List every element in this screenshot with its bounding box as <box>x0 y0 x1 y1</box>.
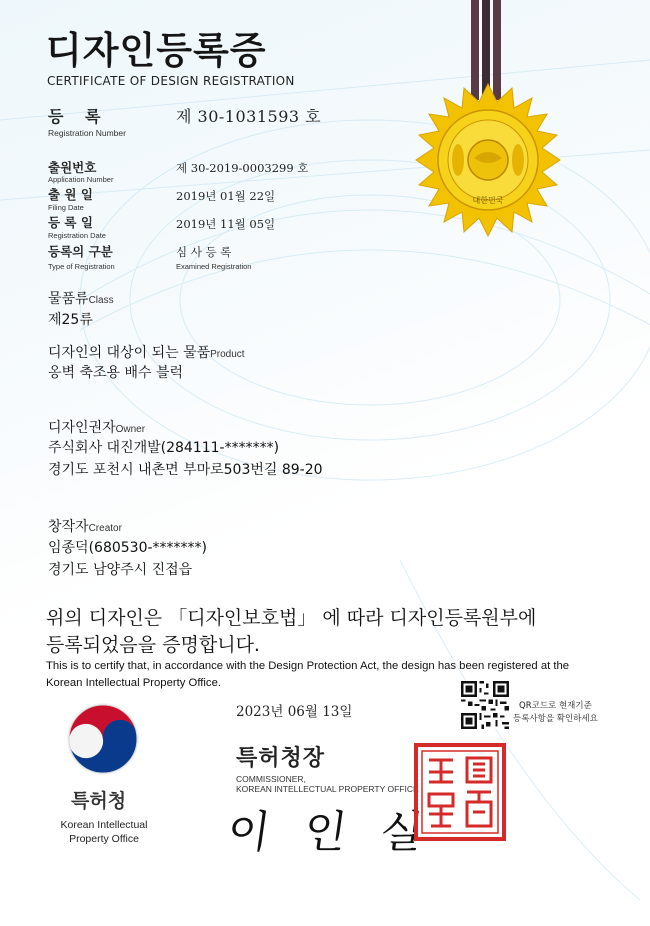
registration-number-value: 제 30-1031593 호 <box>176 107 322 126</box>
product-label: 디자인의 대상이 되는 물품 <box>48 345 211 361</box>
commissioner-en-line2: KOREAN INTELLECTUAL PROPERTY OFFICE <box>236 784 419 794</box>
commissioner-title: 특허청장 <box>236 746 326 771</box>
qr-note-line2: 등록사항을 확인하세요 <box>513 714 598 724</box>
product-label-en: Product <box>210 349 245 360</box>
qr-note <box>513 700 598 726</box>
official-red-seal <box>413 742 507 842</box>
registration-type-label: 등록의 구분 <box>48 244 113 259</box>
product-section-label <box>48 342 245 362</box>
issue-date: 2023년 06월 13일 <box>236 704 353 720</box>
class-label-en: Class <box>88 295 114 306</box>
certificate-subtitle: CERTIFICATE OF DESIGN REGISTRATION <box>47 74 295 88</box>
registration-date-sublabel: Registration Date <box>48 231 106 240</box>
creator-address: 경기도 남양주시 진접읍 <box>48 562 193 578</box>
creator-name: 임종덕(680530-*******) <box>48 540 207 556</box>
creator-label: 창작자 <box>48 519 89 535</box>
qr-code[interactable] <box>461 681 509 729</box>
office-logo-name: 특허청 <box>71 790 127 812</box>
commissioner-signature: 이 인 실 <box>223 807 437 858</box>
class-label: 물품류 <box>48 291 89 307</box>
product-value: 옹벽 축조용 배수 블럭 <box>48 365 184 381</box>
registration-type-sublabel: Type of Registration <box>48 262 115 271</box>
creator-label-en: Creator <box>88 523 122 534</box>
commissioner-en-line1: COMMISSIONER, <box>236 774 306 784</box>
creator-section-label <box>48 516 122 536</box>
filing-date-value: 2019년 01월 22일 <box>176 189 276 203</box>
application-number-value: 제 30-2019-0003299 호 <box>176 161 309 175</box>
office-logo-en-line1: Korean Intellectual <box>60 819 148 831</box>
application-number-sublabel: Application Number <box>48 175 114 184</box>
registration-type-value-sub: Examined Registration <box>176 262 252 271</box>
registration-number-label: 등 록 <box>48 107 109 126</box>
gold-seal-text: 대한민국 <box>472 196 504 205</box>
registration-date-label: 등 록 일 <box>48 215 93 230</box>
owner-address: 경기도 포천시 내촌면 부마로503번길 89-20 <box>48 462 323 478</box>
owner-name: 주식회사 대진개발(284111-*******) <box>48 440 280 456</box>
qr-note-line1: QR코드로 현재기준 <box>519 701 592 711</box>
certificate-title: 디자인등록증 <box>46 29 267 72</box>
certification-statement-en-line2: Korean Intellectual Property Office. <box>46 677 221 689</box>
registration-date-value: 2019년 11월 05일 <box>176 217 276 231</box>
class-section-label <box>48 288 114 308</box>
gold-seal <box>408 80 568 240</box>
registration-type-value: 심 사 등 록 <box>176 245 232 259</box>
application-number-label: 출원번호 <box>48 160 97 175</box>
certification-statement-line2: 등록되었음을 증명합니다. <box>46 634 260 656</box>
owner-label-en: Owner <box>115 424 146 435</box>
registration-number-sublabel: Registration Number <box>48 128 126 138</box>
owner-label: 디자인권자 <box>48 420 116 436</box>
certification-statement-en-line1: This is to certify that, in accordance with the Design Protection Act, the design has been registered at the <box>46 660 570 672</box>
filing-date-label: 출 원 일 <box>48 187 93 202</box>
owner-section-label <box>48 417 145 437</box>
office-logo-en-line2: Property Office <box>69 833 139 845</box>
certification-statement-line1: 위의 디자인은 「디자인보호법」 에 따라 디자인등록원부에 <box>46 607 537 629</box>
filing-date-sublabel: Filing Date <box>48 203 84 212</box>
office-logo-en <box>48 818 160 846</box>
taegeuk-emblem-icon <box>63 699 143 779</box>
class-value: 제25류 <box>48 312 93 328</box>
